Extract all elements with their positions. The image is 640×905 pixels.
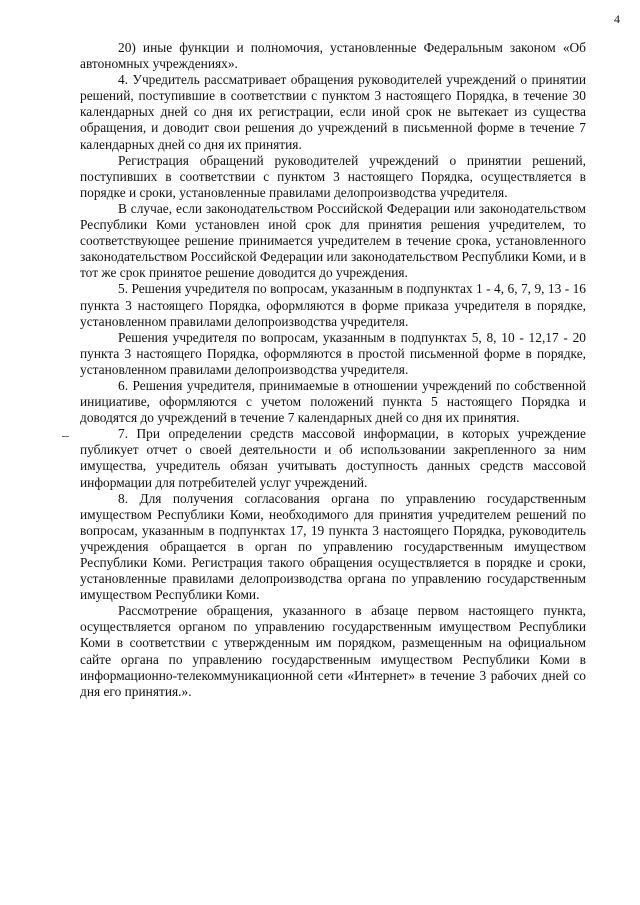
paragraph-registration: Регистрация обращений руководителей учреждений о принятии решений, поступивших в соответствии с пунктом 3 настоящего Порядка, осуществляется в порядке и сроки, установленные правилами делопроизводства учредителя. [80,152,586,200]
document-body [80,40,586,700]
paragraph-8-review: Рассмотрение обращения, указанного в абзаце первом настоящего пункта, осуществляется органом по управлению государственным имуществом Республики Коми в соответствии с утвержденным им порядком, размещенным на официальном сайте органа по управлению государственным имуществом Республики Коми в информационно-телекоммуникационной сети «Интернет» в течение 3 рабочих дней со дня его принятия.». [80,603,586,699]
paragraph-5-simple-form: Решения учредителя по вопросам, указанным в подпунктах 5, 8, 10 - 12,17 - 20 пункта 3 настоящего Порядка, оформляются в простой письменной форме в порядке, установленном правилами делопроизводства учредителя. [80,329,586,377]
scan-mark [62,436,69,437]
paragraph-6: 6. Решения учредителя, принимаемые в отношении учреждений по собственной инициативе, оформляются с учетом положений пункта 5 настоящего Порядка и доводятся до учреждений в течение 7 календарных дней со дня их принятия. [80,377,586,426]
paragraph-7: 7. При определении средств массовой информации, в которых учреждение публикует отчет о своей деятельности и об использовании закрепленного за ним имущества, учредитель обязан учитывать доступность данных средств массовой информации для потребителей услуг учреждений. [80,426,586,490]
paragraph-other-term: В случае, если законодательством Российской Федерации или законодательством Республики Коми установлен иной срок для принятия решения учредителем, то соответствующее решение принимается учредителем в течение срока, установленного законодательством Российской Федерации или законодательством Республики Коми, и в тот же срок принятое решение доводится до учреждения. [80,200,586,281]
paragraph-5: 5. Решения учредителя по вопросам, указанным в подпунктах 1 - 4, 6, 7, 9, 13 - 16 пункта 3 настоящего Порядка, оформляются в форме приказа учредителя в порядке, установленном правилами делопроизводства учредителя. [80,281,586,329]
page-number: 4 [614,12,620,26]
paragraph-subitem-20: 20) иные функции и полномочия, установленные Федеральным законом «Об автономных учреждениях». [80,40,586,72]
paragraph-8: 8. Для получения согласования органа по управлению государственным имуществом Республики Коми, необходимого для принятия учредителем решений по вопросам, указанным в подпунктах 17, 19 пункта 3 настоящего Порядка, руководитель учреждения обращается в орган по управлению государственным имуществом Республики Коми. Регистрация такого обращения осуществляется в порядке и сроки, установленные правилами делопроизводства органа по управлению государственным имуществом Республики Коми. [80,490,586,603]
paragraph-4: 4. Учредитель рассматривает обращения руководителей учреждений о принятии решений, поступившие в соответствии с пунктом 3 настоящего Порядка, в течение 30 календарных дней со дня их регистрации, если иной срок не вытекает из существа обращения, и доводит свои решения до учреждений в письменной форме в течение 7 календарных дней со дня их принятия. [80,72,586,152]
